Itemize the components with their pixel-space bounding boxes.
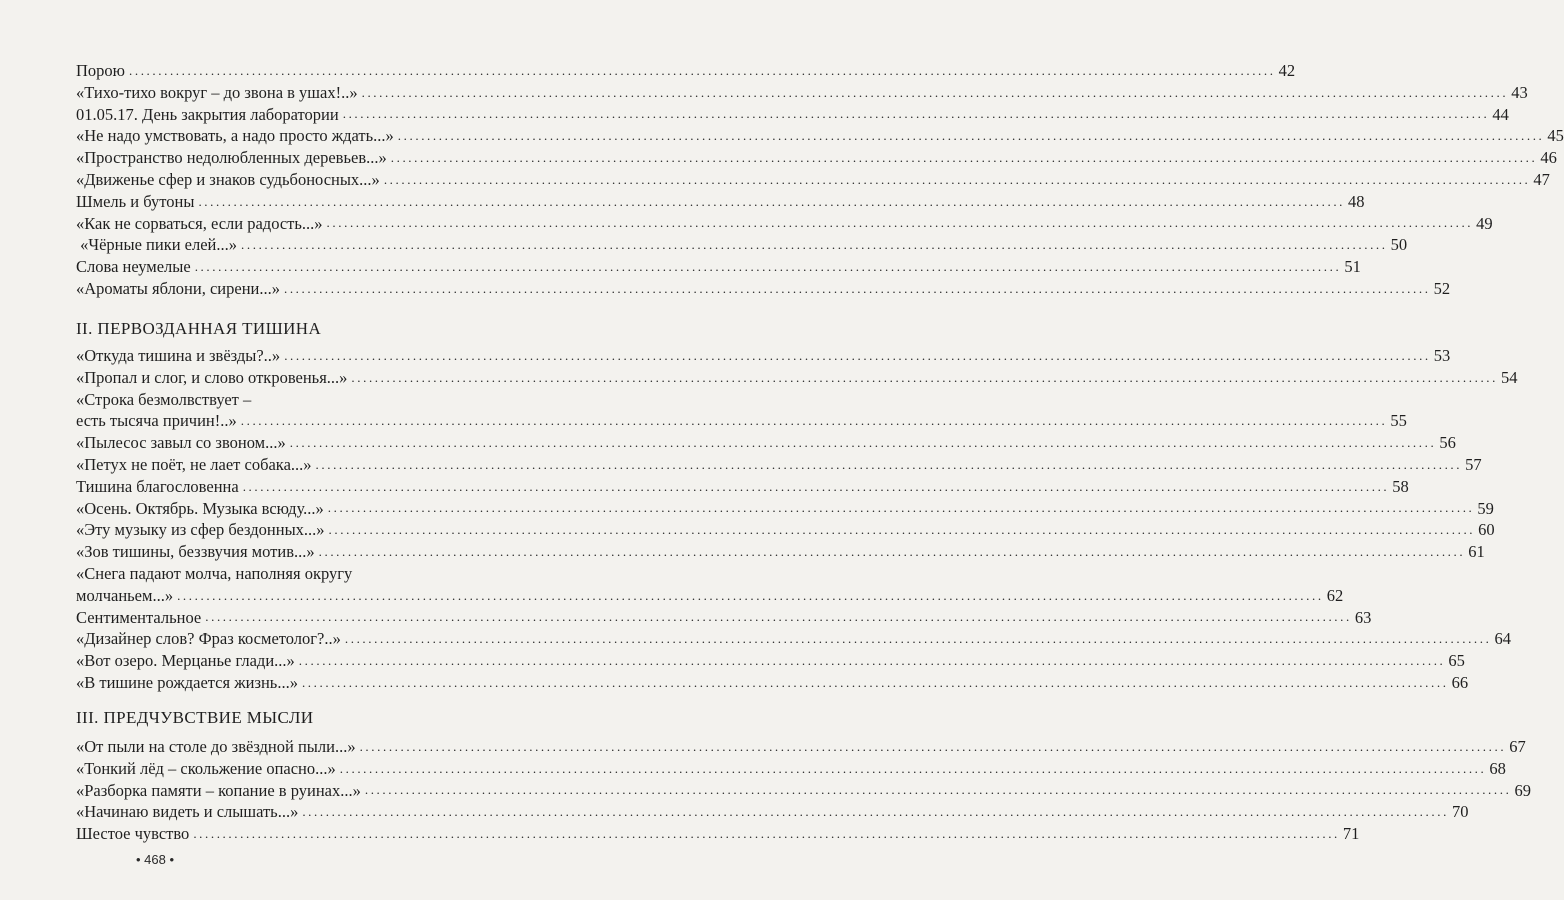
leader-dots: [351, 369, 1498, 389]
entry-page: 59: [1477, 498, 1494, 518]
toc-entry[interactable]: [76, 147, 1557, 169]
entry-title: Порою: [76, 61, 125, 80]
entry-title: Тишина благословенна: [76, 476, 239, 496]
entry-page: 53: [1433, 346, 1451, 365]
entry-page: 61: [1468, 542, 1485, 562]
entry-title: есть тысяча причин!..»: [76, 411, 237, 431]
entry-title: «Эту музыку из сфер бездонных...»: [76, 520, 325, 540]
entry-page: 42: [1278, 61, 1296, 80]
entry-title: «Не надо умствовать, а надо просто ждать...»: [76, 126, 394, 146]
entry-title: «Чёрные пики елей...»: [76, 235, 238, 255]
toc-entry[interactable]: [76, 234, 1408, 256]
entry-page: 56: [1439, 433, 1456, 453]
leader-dots: [284, 280, 1431, 300]
entry-page: 60: [1478, 520, 1495, 540]
entry-title: «Пылесос завыл со звоном...»: [76, 433, 286, 453]
toc-section-3: [76, 736, 1531, 845]
toc-entry[interactable]: [76, 278, 1451, 300]
leader-dots: [391, 149, 1538, 169]
leader-dots: [360, 738, 1507, 758]
leader-dots: [365, 781, 1512, 801]
leader-dots: [205, 608, 1352, 628]
entry-page: 57: [1465, 454, 1482, 474]
toc-entry[interactable]: [76, 585, 1344, 607]
leader-dots: [328, 499, 1475, 519]
entry-title: Шмель и бутоны: [76, 191, 195, 211]
entry-page: 68: [1489, 758, 1506, 778]
toc-entry[interactable]: [76, 607, 1372, 629]
entry-title: «От пыли на столе до звёздной пыли...»: [76, 737, 356, 756]
toc-entry[interactable]: [76, 823, 1360, 845]
entry-title: «Ароматы яблони, сирени...»: [76, 278, 280, 298]
toc-entry[interactable]: [76, 169, 1550, 191]
toc-entry[interactable]: [76, 541, 1485, 563]
entry-page: 58: [1392, 476, 1409, 496]
entry-page: 55: [1390, 411, 1407, 431]
leader-dots: [302, 803, 1449, 823]
toc-entry[interactable]: [76, 256, 1361, 278]
toc-entry[interactable]: [76, 410, 1407, 432]
entry-page: 43: [1511, 82, 1528, 102]
entry-page: 44: [1492, 104, 1509, 124]
entry-page: 51: [1344, 257, 1361, 277]
section-title-2: II. ПЕРВОЗДАННАЯ ТИШИНА: [76, 319, 322, 338]
leader-dots: [362, 84, 1509, 104]
toc-entry[interactable]: [76, 125, 1564, 147]
entry-title: «Петух не поёт, не лает собака...»: [76, 454, 312, 474]
entry-page: 54: [1501, 367, 1518, 387]
toc-entry[interactable]: [76, 519, 1495, 541]
entry-page: 47: [1533, 169, 1550, 189]
toc-entry[interactable]: [76, 476, 1409, 498]
toc-entry[interactable]: [76, 801, 1469, 823]
entry-title: Сентиментальное: [76, 607, 202, 627]
toc-entry-first-line[interactable]: «Снега падают молча, наполняя округу: [76, 563, 353, 583]
toc-entry[interactable]: [76, 628, 1511, 650]
leader-dots: [299, 652, 1446, 672]
entry-page: 71: [1342, 824, 1360, 844]
toc-entry[interactable]: [76, 104, 1509, 126]
toc-entry[interactable]: [76, 780, 1531, 802]
toc-entry[interactable]: [76, 191, 1365, 213]
entry-page: 45: [1547, 126, 1564, 146]
entry-page: 66: [1451, 672, 1469, 692]
leader-dots: [193, 825, 1340, 845]
leader-dots: [398, 127, 1545, 147]
toc-entry[interactable]: [76, 82, 1528, 104]
entry-page: 64: [1494, 629, 1511, 649]
entry-title: Слова неумелые: [76, 257, 191, 277]
entry-page: 70: [1451, 802, 1469, 822]
leader-dots: [327, 214, 1474, 234]
leader-dots: [329, 521, 1476, 541]
entry-page: 49: [1476, 213, 1493, 233]
entry-title: 01.05.17. День закрытия лаборатории: [76, 104, 339, 124]
leader-dots: [343, 105, 1490, 125]
entry-page: 62: [1326, 585, 1344, 605]
entry-title: «Дизайнер слов? Фраз косметолог?..»: [76, 629, 341, 649]
toc-entry[interactable]: [76, 650, 1465, 672]
leader-dots: [316, 456, 1463, 476]
leader-dots: [345, 630, 1492, 650]
leader-dots: [243, 478, 1390, 498]
entry-title: «Вот озеро. Мерцанье глади...»: [76, 651, 295, 671]
entry-title: Шестое чувство: [76, 824, 190, 844]
leader-dots: [302, 674, 1449, 694]
toc-entry[interactable]: [76, 345, 1451, 367]
leader-dots: [241, 236, 1388, 256]
toc-entry[interactable]: [76, 498, 1494, 520]
entry-page: 52: [1433, 278, 1451, 298]
toc-entry[interactable]: [76, 367, 1518, 389]
entry-title: «В тишине рождается жизнь...»: [76, 672, 298, 692]
toc-entry[interactable]: [76, 672, 1469, 694]
leader-dots: [195, 258, 1342, 278]
toc-entry[interactable]: [76, 432, 1456, 454]
leader-dots: [319, 543, 1466, 563]
entry-page: 67: [1509, 737, 1526, 756]
entry-page: 46: [1540, 148, 1557, 168]
entry-title: «Пространство недолюбленных деревьев...»: [76, 148, 387, 168]
toc-entry[interactable]: [76, 60, 1296, 82]
section-title-3: III. ПРЕДЧУВСТВИЕ МЫСЛИ: [76, 708, 314, 727]
toc-entry[interactable]: [76, 213, 1493, 235]
entry-title: «Осень. Октябрь. Музыка всюду...»: [76, 498, 324, 518]
entry-title: «Разборка памяти – копание в руинах...»: [76, 780, 361, 800]
entry-title: «Откуда тишина и звёзды?..»: [76, 346, 281, 365]
entry-page: 63: [1354, 607, 1372, 627]
toc-entry-first-line[interactable]: «Строка безмолвствует –: [76, 389, 252, 409]
entry-title: «Как не сорваться, если радость...»: [76, 213, 323, 233]
page-number: • 468 •: [135, 852, 175, 867]
leader-dots: [284, 347, 1431, 367]
entry-title: «Зов тишины, беззвучия мотив...»: [76, 542, 315, 562]
entry-page: 50: [1390, 235, 1408, 255]
leader-dots: [290, 434, 1437, 454]
leader-dots: [384, 171, 1531, 191]
leader-dots: [177, 587, 1324, 607]
toc-entry[interactable]: [76, 736, 1526, 758]
leader-dots: [241, 412, 1388, 432]
leader-dots: [129, 62, 1276, 82]
toc-group-1: [76, 60, 1564, 300]
entry-title: «Пропал и слог, и слово откровенья...»: [76, 367, 348, 387]
entry-title: «Начинаю видеть и слышать...»: [76, 802, 299, 822]
entry-page: 69: [1514, 780, 1531, 800]
entry-page: 65: [1448, 651, 1465, 671]
toc-entry[interactable]: [76, 758, 1506, 780]
entry-title: молчаньем...»: [76, 585, 174, 605]
entry-title: «Движенье сфер и знаков судьбоносных...»: [76, 169, 380, 189]
toc-entry[interactable]: [76, 454, 1482, 476]
leader-dots: [340, 760, 1487, 780]
entry-page: 48: [1348, 191, 1365, 211]
entry-title: «Тихо-тихо вокруг – до звона в ушах!..»: [76, 82, 358, 102]
entry-title: «Тонкий лёд – скольжение опасно...»: [76, 758, 336, 778]
toc-section-2: [76, 345, 1518, 694]
leader-dots: [198, 193, 1345, 213]
